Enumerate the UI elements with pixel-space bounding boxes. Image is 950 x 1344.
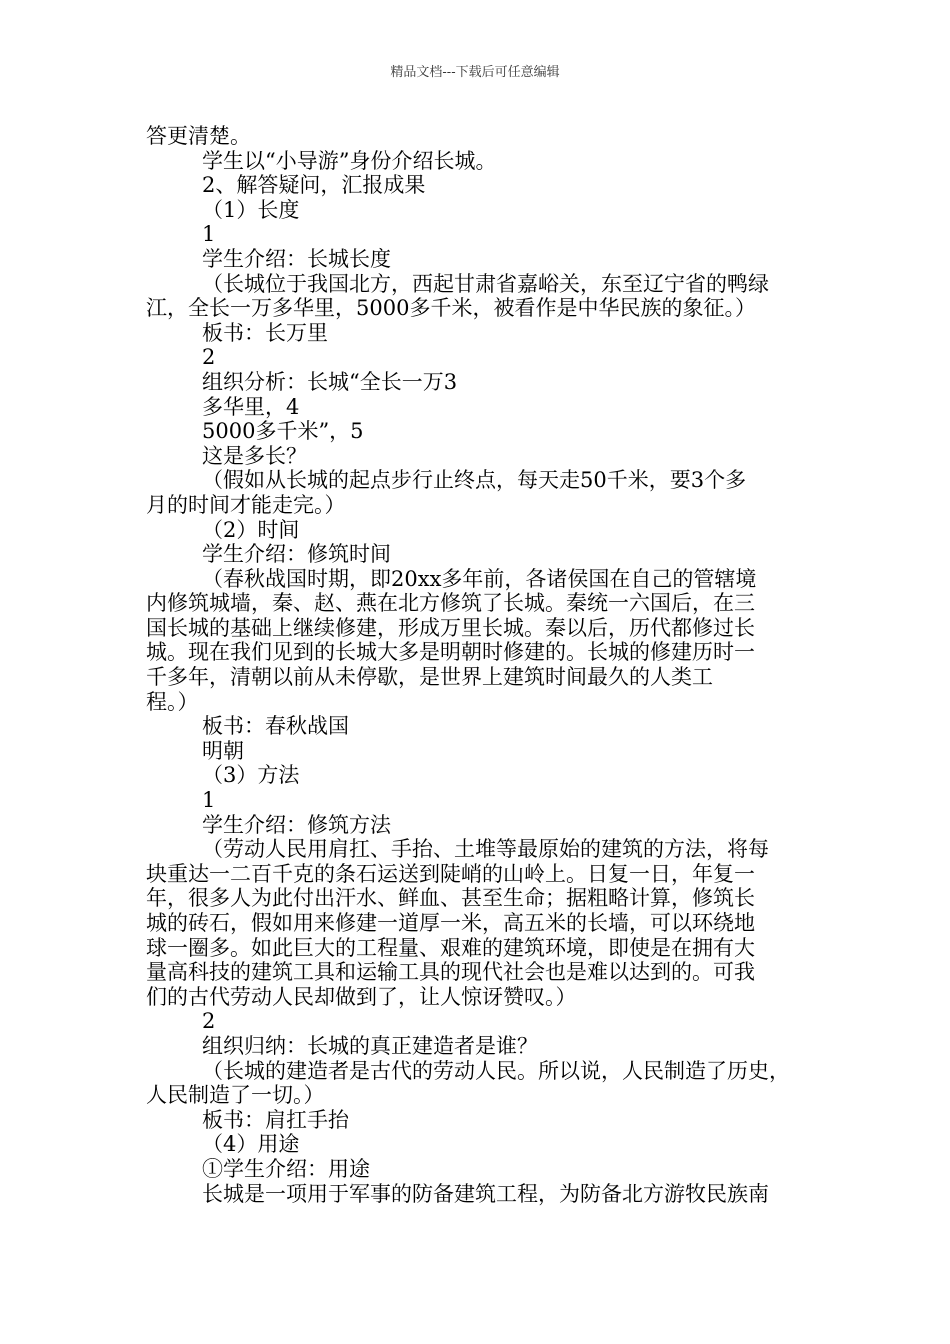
text-line: 块重达一二百千克的条石运送到陡峭的山岭上。日复一日，年复一 (146, 861, 755, 886)
text-line: 组织分析：长城“全长一万3 (202, 369, 458, 394)
text-line: 城。现在我们见到的长城大多是明朝时修建的。长城的修建历时一 (146, 640, 755, 665)
text-line: 人民制造了一切。） (146, 1083, 325, 1108)
text-line: 月的时间才能走完。） (146, 492, 346, 517)
text-line: （长城的建造者是古代的劳动人民。所以说，人民制造了历史， (202, 1058, 790, 1083)
text-line: 板书：春秋战国 (202, 714, 349, 739)
text-line: 程。） (146, 689, 199, 714)
text-line: 2 (202, 345, 216, 370)
text-line: 量高科技的建筑工具和运输工具的现代社会也是难以达到的。可我 (146, 960, 755, 985)
text-line: 城的砖石，假如用来修建一道厚一米，高五米的长墙，可以环绕地 (146, 911, 755, 935)
text-line: （假如从长城的起点步行止终点，每天走50千米，要3个多 (202, 468, 747, 493)
text-line: （1）长度 (202, 197, 300, 222)
text-line: 们的古代劳动人民却做到了，让人惊讶赞叹。） (146, 984, 577, 1009)
text-line: 组织归纳：长城的真正建造者是谁？ (202, 1033, 538, 1058)
text-line: （4）用途 (202, 1132, 300, 1157)
text-line: 内修筑城墙，秦、赵、燕在北方修筑了长城。秦统一六国后，在三 (146, 591, 755, 616)
text-line: 2 (202, 1009, 216, 1034)
text-line: 1 (202, 788, 216, 813)
text-line: 学生以“小导游”身份介绍长城。 (202, 148, 497, 173)
text-line: 板书：长万里 (202, 320, 328, 345)
text-line: 年，很多人为此付出汗水、鲜血、甚至生命；据粗略计算，修筑长 (146, 886, 755, 911)
text-line: 2、解答疑问，汇报成果 (202, 173, 426, 198)
text-line: （2）时间 (202, 517, 300, 542)
text-line: 长城是一项用于军事的防备建筑工程，为防备北方游牧民族南 (202, 1181, 769, 1206)
text-line: （长城位于我国北方，西起甘肃省嘉峪关，东至辽宁省的鸭绿 (202, 271, 769, 296)
text-line: 江，全长一万多华里，5000多千米，被看作是中华民族的象征。） (146, 296, 756, 321)
page-header: 精品文档---下载后可任意编辑 (390, 65, 560, 80)
text-line: 国长城的基础上继续修建，形成万里长城。秦以后，历代都修过长 (146, 615, 755, 640)
text-line: 千多年，清朝以前从未停歇，是世界上建筑时间最久的人类工 (146, 665, 713, 690)
text-line: 板书：肩扛手抬 (202, 1107, 349, 1132)
text-line: ①学生介绍：用途 (202, 1156, 370, 1181)
text-line: （3）方法 (202, 763, 300, 788)
text-line: （劳动人民用肩扛、手抬、土堆等最原始的建筑的方法，将每 (202, 837, 769, 862)
text-line: 1 (202, 222, 216, 247)
text-line: 答更清楚。 (146, 124, 251, 148)
text-line: 学生介绍：修筑时间 (202, 542, 391, 567)
text-line: （春秋战国时期，即20xx多年前，各诸侯国在自己的管辖境 (202, 566, 757, 591)
text-line: 学生介绍：修筑方法 (202, 812, 391, 837)
text-line: 球一圈多。如此巨大的工程量、艰难的建筑环境，即使是在拥有大 (146, 935, 755, 960)
text-line: 这是多长？ (202, 443, 307, 468)
text-line: 学生介绍：长城长度 (202, 246, 391, 271)
text-line: 5000多千米”，5 (202, 419, 364, 444)
text-line: 多华里，4 (202, 394, 300, 419)
document-body (146, 124, 816, 1206)
text-line: 明朝 (202, 738, 244, 763)
